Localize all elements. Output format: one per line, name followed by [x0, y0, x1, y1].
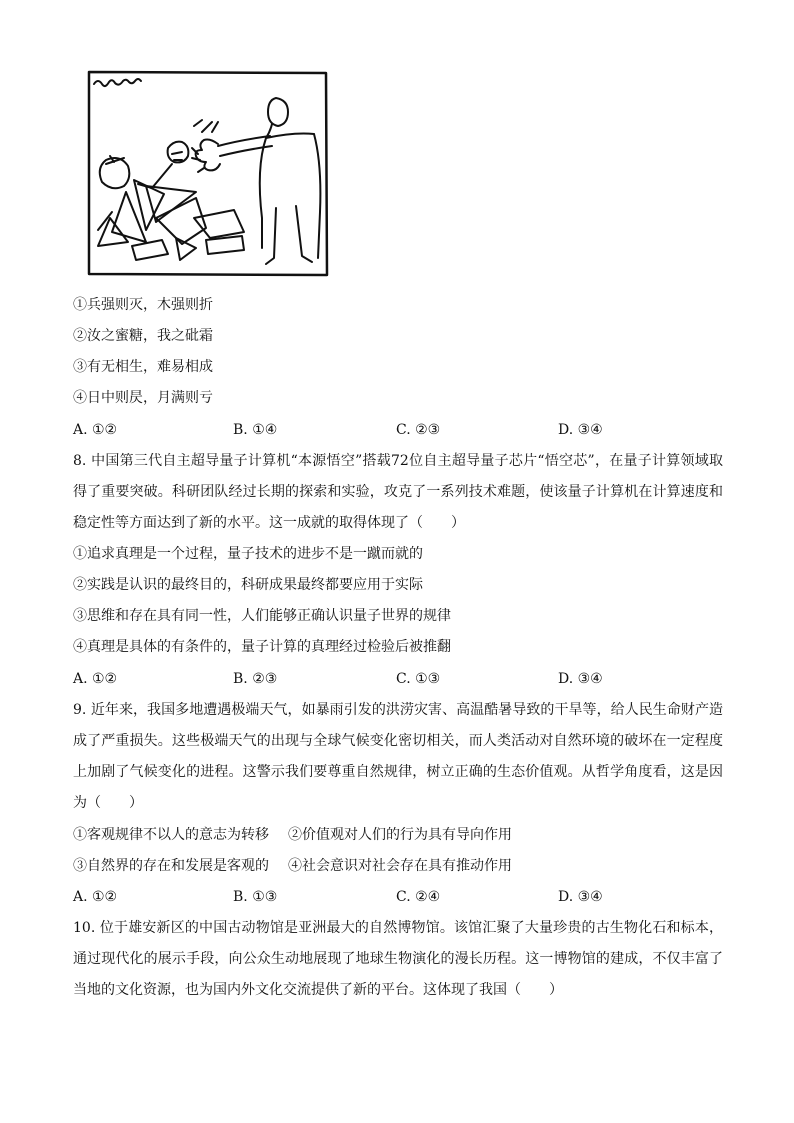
q8-option-a[interactable]: A. ①②	[73, 671, 118, 687]
q8-option-b[interactable]: B. ②③	[233, 671, 278, 687]
q9-stem: 9. 近年来，我国多地遭遇极端天气，如暴雨引发的洪涝灾害、高温酷暑导致的干旱等，给人民生命财产造成了严重损失。这些极端天气的出现与全球气候变化密切相关，而人类活动对自然环境的破坏在一定程度上加剧了气候变化的进程。这警示我们要尊重自然规律，树立正确的生态价值观。从哲学角度看，这是因为（ ）	[73, 702, 723, 811]
q9-statement-2: ②价值观对人们的行为具有导向作用	[288, 827, 512, 843]
q7-statement-1: ①兵强则灭，木强则折	[73, 297, 213, 313]
q9-statement-row-2	[73, 856, 512, 876]
q8-statement-4: ④真理是具体的有条件的，量子计算的真理经过检验后被推翻	[73, 639, 451, 655]
q7-statement-2: ②汝之蜜糖，我之砒霜	[73, 328, 213, 344]
q9-statement-row-1	[73, 825, 512, 845]
q7-option-b[interactable]: B. ①④	[233, 422, 278, 438]
q9-option-c[interactable]: C. ②④	[396, 889, 441, 905]
q7-statement-4: ④日中则昃，月满则亏	[73, 390, 213, 406]
q9-option-d[interactable]: D. ③④	[558, 889, 603, 905]
q7-option-c[interactable]: C. ②③	[396, 422, 441, 438]
q8-statement-2: ②实践是认识的最终目的，科研成果最终都要应用于实际	[73, 577, 423, 593]
q8-statement-1: ①追求真理是一个过程，量子技术的进步不是一蹴而就的	[73, 546, 423, 562]
q9-option-b[interactable]: B. ①③	[233, 889, 278, 905]
q9-options	[73, 887, 733, 907]
q9-statement-3: ③自然界的存在和发展是客观的	[73, 858, 269, 874]
q7-option-a[interactable]: A. ①②	[73, 422, 118, 438]
q9-statement-1: ①客观规律不以人的意志为转移	[73, 827, 269, 843]
q10-stem: 10. 位于雄安新区的中国古动物馆是亚洲最大的自然博物馆。该馆汇聚了大量珍贵的古生物化石和标本，通过现代化的展示手段，向公众生动地展现了地球生物演化的漫长历程。这一博物馆的建成，不仅丰富了当地的文化资源，也为国内外文化交流提供了新的平台。这体现了我国（ ）	[73, 920, 723, 998]
q8-statement-3: ③思维和存在具有同一性，人们能够正确认识量子世界的规律	[73, 608, 451, 624]
q7-statement-3: ③有无相生，难易相成	[73, 359, 213, 375]
q8-stem: 8. 中国第三代自主超导量子计算机“本源悟空”搭载72位自主超导量子芯片“悟空芯”，在量子计算领域取得了重要突破。科研团队经过长期的探索和实验，攻克了一系列技术难题，使该量子计算机在计算速度和稳定性等方面达到了新的水平。这一成就的取得体现了（ ）	[73, 453, 723, 531]
cartoon-illustration	[86, 68, 330, 278]
q8-option-d[interactable]: D. ③④	[558, 671, 603, 687]
q8-option-c[interactable]: C. ①③	[396, 671, 441, 687]
q7-options	[73, 420, 733, 440]
q8-options	[73, 669, 733, 689]
q9-option-a[interactable]: A. ①②	[73, 889, 118, 905]
q7-option-d[interactable]: D. ③④	[558, 422, 603, 438]
q9-statement-4: ④社会意识对社会存在具有推动作用	[288, 858, 512, 874]
